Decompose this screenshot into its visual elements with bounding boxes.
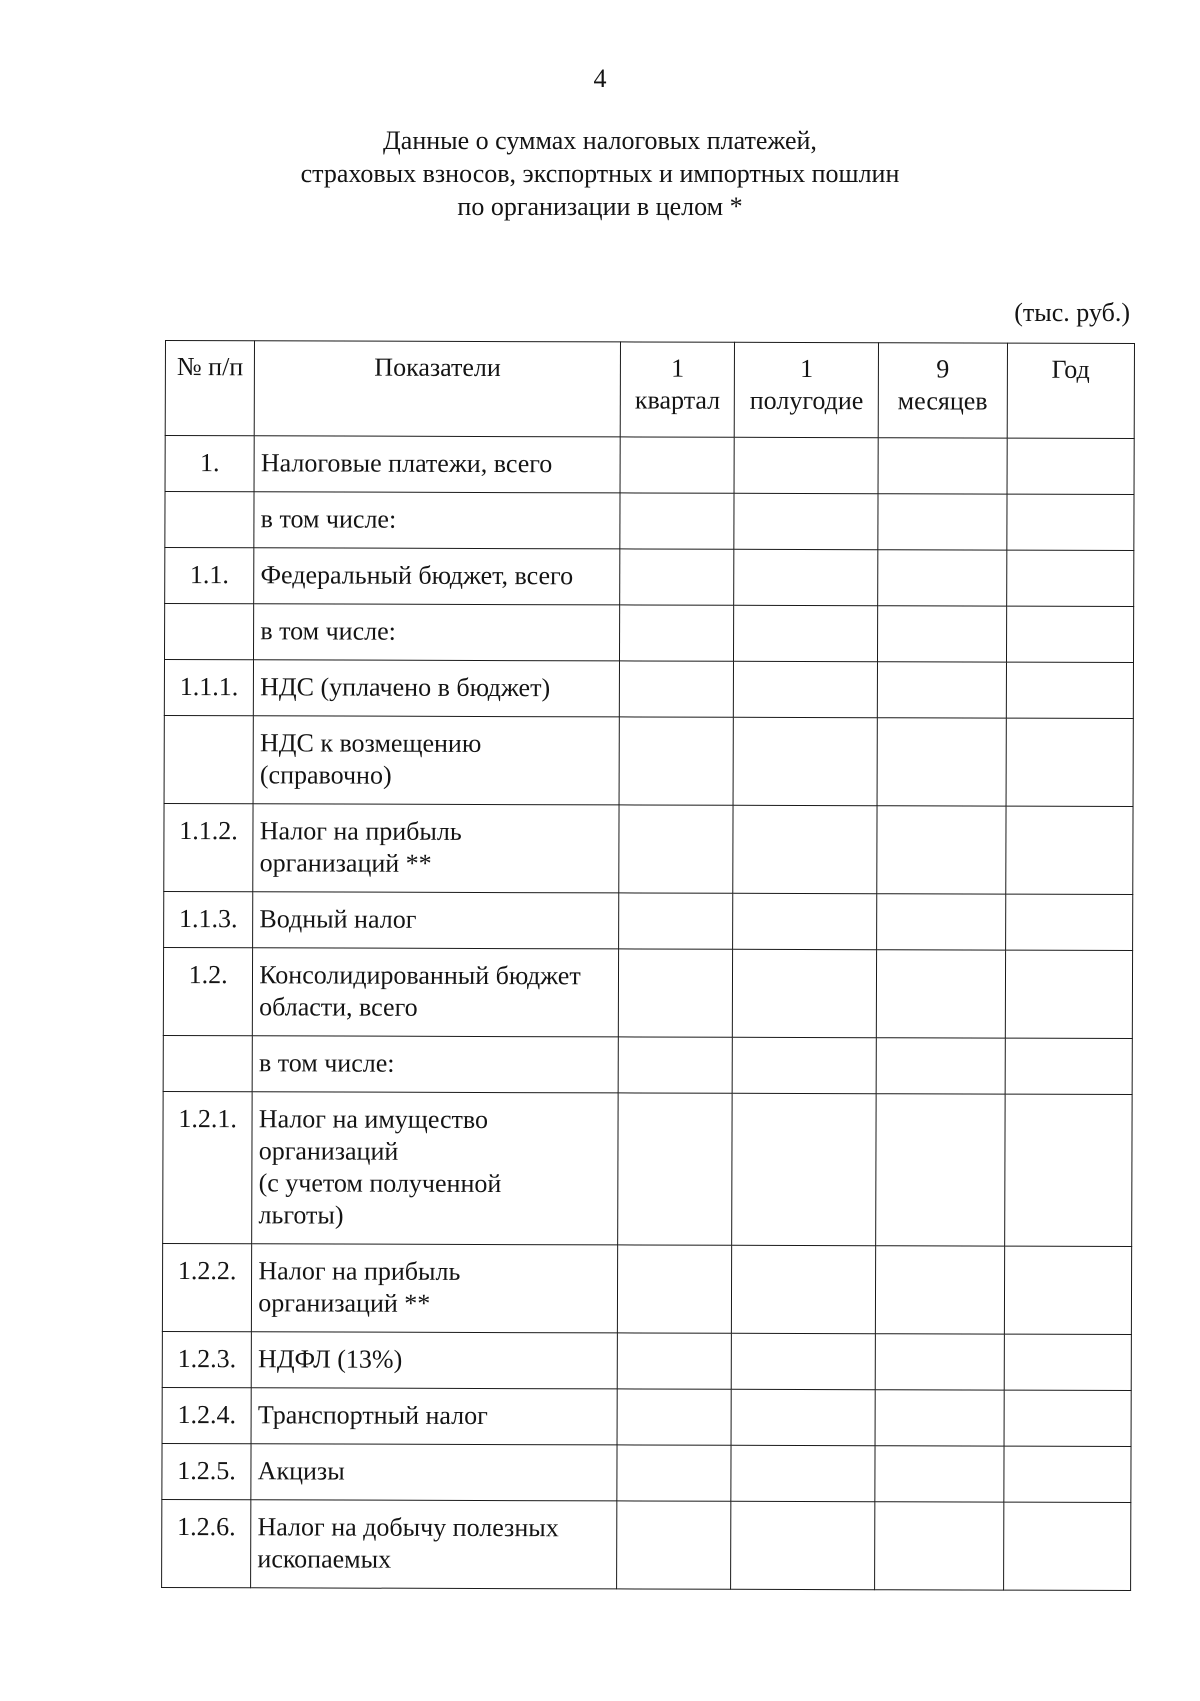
cell-year[interactable] (1003, 1502, 1131, 1590)
row-label-line: льготы) (258, 1200, 344, 1230)
row-number: 1.2.1. (163, 1091, 253, 1243)
row-label-line: организаций ** (258, 1288, 431, 1318)
table-row (165, 492, 1134, 551)
cell-year[interactable] (1004, 1390, 1132, 1446)
row-label (251, 1500, 617, 1589)
cell-q1[interactable] (619, 717, 734, 805)
row-label: Транспортный налог (251, 1388, 617, 1445)
header-9m (878, 343, 1007, 438)
row-number: 1.1.1. (164, 660, 253, 716)
cell-year[interactable] (1004, 1246, 1132, 1334)
cell-9m[interactable] (875, 1502, 1004, 1590)
cell-q1[interactable] (620, 605, 734, 661)
cell-year[interactable] (1004, 1334, 1132, 1390)
row-label-line: области, всего (259, 992, 418, 1022)
header-9m-line2: месяцев (897, 386, 988, 416)
row-number: 1.2.6. (162, 1499, 252, 1587)
cell-year[interactable] (1006, 606, 1134, 662)
row-number: 1. (165, 436, 254, 492)
cell-q1[interactable] (617, 1501, 732, 1589)
row-number: 1.2. (163, 947, 253, 1035)
row-label: НДФЛ (13%) (251, 1332, 617, 1389)
table-row (164, 715, 1133, 806)
title-line: Данные о суммах налоговых платежей, (383, 126, 817, 155)
cell-h1[interactable] (734, 661, 878, 717)
row-number: 1.1.3. (164, 891, 253, 947)
row-number: 1.1.2. (164, 803, 254, 891)
header-number: № п/п (165, 341, 255, 436)
cell-9m[interactable] (875, 1446, 1004, 1502)
cell-q1[interactable] (619, 893, 733, 949)
cell-year[interactable] (1004, 1094, 1132, 1246)
row-label (253, 804, 619, 893)
header-q1 (620, 342, 735, 437)
cell-q1[interactable] (619, 805, 734, 893)
row-label-line: Налог на добычу полезных (257, 1512, 559, 1543)
row-label-line: Налог на имущество (258, 1104, 489, 1135)
row-label-line: НДС к возмещению (259, 728, 482, 758)
table-row (165, 548, 1134, 607)
table-row (165, 436, 1134, 495)
row-label (253, 948, 619, 1037)
page-number: 4 (593, 64, 607, 93)
cell-year[interactable] (1006, 662, 1134, 718)
cell-9m[interactable] (875, 1334, 1004, 1390)
cell-9m[interactable] (876, 1038, 1005, 1094)
cell-h1[interactable] (734, 493, 878, 549)
table-row (162, 1243, 1131, 1334)
row-number: 1.2.3. (162, 1331, 251, 1387)
cell-h1[interactable] (733, 805, 877, 893)
cell-9m[interactable] (878, 438, 1007, 494)
table-row (164, 891, 1133, 950)
row-label (252, 1092, 618, 1245)
cell-q1[interactable] (620, 437, 734, 493)
cell-year[interactable] (1005, 1038, 1133, 1094)
cell-h1[interactable] (733, 949, 877, 1037)
cell-h1[interactable] (731, 1389, 875, 1445)
cell-year[interactable] (1005, 950, 1133, 1038)
table-row (162, 1387, 1131, 1446)
cell-9m[interactable] (876, 950, 1005, 1038)
cell-q1[interactable] (618, 1037, 732, 1093)
row-label-line: (справочно) (259, 760, 392, 790)
row-label (252, 1244, 618, 1333)
cell-h1[interactable] (733, 893, 877, 949)
cell-q1[interactable] (617, 1333, 731, 1389)
header-row (165, 341, 1134, 439)
document-title (0, 124, 1200, 223)
cell-q1[interactable] (617, 1245, 732, 1333)
cell-h1[interactable] (734, 549, 878, 605)
row-label: Федеральный бюджет, всего (254, 548, 620, 605)
header-year: Год (1007, 343, 1135, 438)
row-label: в том числе: (254, 604, 620, 661)
header-h1-line2: полугодие (749, 385, 864, 416)
table-row (162, 1331, 1131, 1390)
cell-q1[interactable] (620, 549, 734, 605)
row-number (163, 1035, 252, 1091)
row-number: 1.1. (165, 548, 254, 604)
row-number (164, 604, 253, 660)
header-h1 (735, 342, 879, 437)
row-label-line: организаций ** (259, 848, 432, 878)
row-number: 1.2.4. (162, 1387, 251, 1443)
cell-9m[interactable] (877, 806, 1006, 894)
row-number (165, 492, 254, 548)
cell-q1[interactable] (617, 1389, 731, 1445)
cell-year[interactable] (1006, 494, 1134, 550)
cell-year[interactable] (1005, 806, 1133, 894)
row-label: Водный налог (253, 892, 619, 949)
cell-9m[interactable] (878, 550, 1007, 606)
header-q1-line2: квартал (634, 385, 721, 415)
cell-q1[interactable] (618, 949, 733, 1037)
cell-year[interactable] (1003, 1446, 1131, 1502)
cell-q1[interactable] (617, 1445, 731, 1501)
row-label-line: (с учетом полученной (258, 1168, 502, 1199)
row-label-line: Консолидированный бюджет (259, 960, 581, 991)
row-label-line: организаций (258, 1136, 399, 1166)
cell-h1[interactable] (731, 1501, 875, 1589)
header-indicator: Показатели (254, 341, 620, 437)
row-number: 1.2.5. (162, 1443, 251, 1499)
table-row (164, 660, 1133, 719)
row-label: в том числе: (254, 492, 620, 549)
cell-9m[interactable] (878, 494, 1007, 550)
row-label-line: Налог на прибыль (258, 1256, 461, 1286)
cell-9m[interactable] (875, 1390, 1004, 1446)
title-line: страховых взносов, экспортных и импортных пошлин (300, 159, 900, 188)
header-q1-line1: 1 (671, 353, 685, 383)
row-label: Акцизы (251, 1444, 617, 1501)
header-h1-line1: 1 (800, 353, 814, 384)
cell-9m[interactable] (877, 718, 1006, 806)
cell-year[interactable] (1006, 550, 1134, 606)
cell-h1[interactable] (732, 1333, 876, 1389)
row-number: 1.2.2. (162, 1243, 252, 1331)
row-label: Налоговые платежи, всего (254, 436, 620, 493)
row-label-line: ископаемых (257, 1544, 392, 1574)
table-row (163, 947, 1132, 1038)
table-row (162, 1443, 1131, 1502)
row-label: НДС (уплачено в бюджет) (254, 660, 620, 717)
cell-9m[interactable] (875, 1246, 1004, 1334)
cell-h1[interactable] (733, 1037, 877, 1093)
header-9m-line1: 9 (936, 354, 950, 384)
cell-year[interactable] (1007, 438, 1135, 494)
cell-h1[interactable] (732, 1245, 876, 1333)
cell-h1[interactable] (734, 605, 878, 661)
table-row (163, 1091, 1132, 1246)
row-number (164, 715, 254, 803)
row-label: в том числе: (252, 1036, 618, 1093)
cell-q1[interactable] (618, 1093, 733, 1245)
cell-q1[interactable] (619, 661, 733, 717)
row-label (253, 716, 619, 805)
row-label-line: Налог на прибыль (259, 816, 462, 846)
tax-payments-table (161, 340, 1135, 1591)
cell-year[interactable] (1005, 894, 1133, 950)
cell-h1[interactable] (733, 717, 877, 805)
cell-h1[interactable] (731, 1445, 875, 1501)
cell-9m[interactable] (876, 1094, 1005, 1246)
cell-h1[interactable] (734, 437, 878, 493)
cell-9m[interactable] (878, 606, 1007, 662)
table-row (164, 604, 1133, 663)
cell-q1[interactable] (620, 493, 734, 549)
cell-year[interactable] (1006, 718, 1134, 806)
table-row (164, 803, 1133, 894)
cell-h1[interactable] (732, 1093, 876, 1245)
units-label: (тыс. руб.) (1014, 298, 1130, 327)
table-row (163, 1035, 1132, 1094)
cell-9m[interactable] (877, 662, 1006, 718)
cell-9m[interactable] (877, 894, 1006, 950)
title-line: по организации в целом * (457, 192, 743, 221)
table-row (162, 1499, 1131, 1590)
